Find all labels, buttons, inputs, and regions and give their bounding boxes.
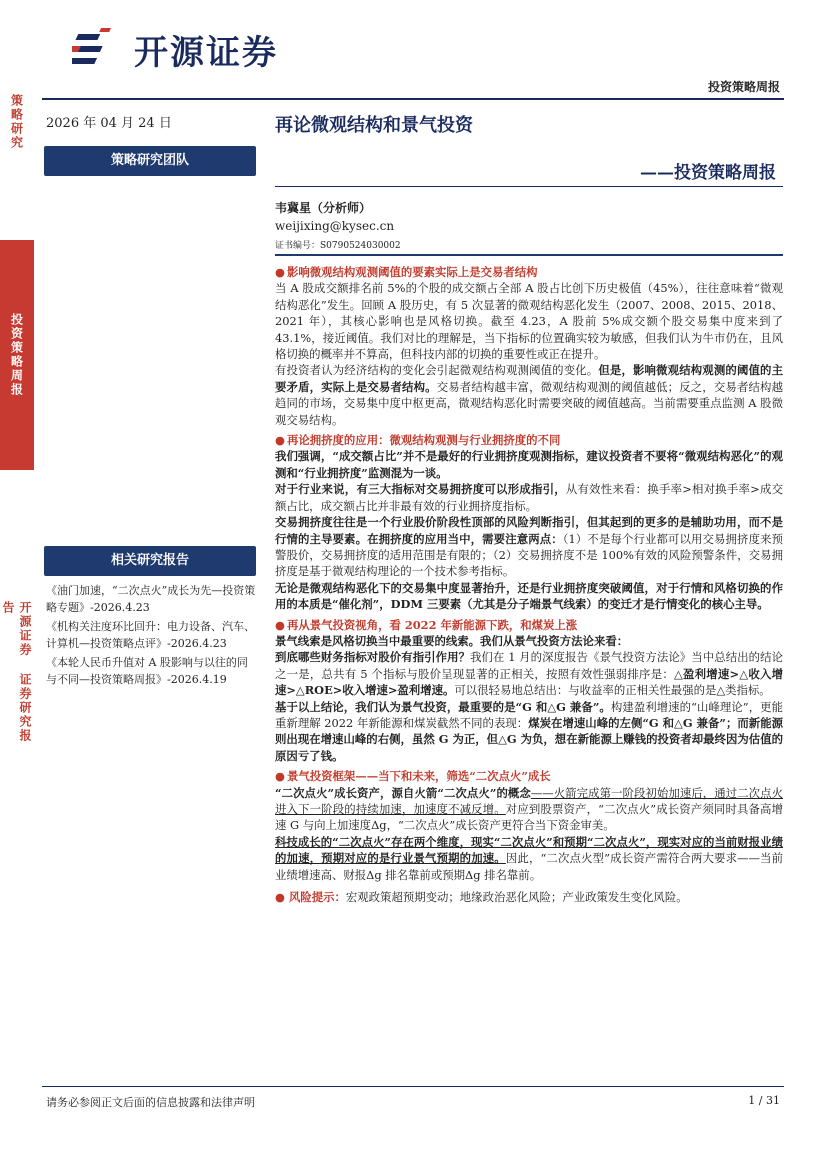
paragraph: 无论是微观结构恶化下的交易集中度显著抬升，还是行业拥挤度突破阈值，对于行情和风格切换的作用的本质是“催化剂”，DDM 三要素（尤其是分子端景气线索）的变迁才是行情变化的核心主导。 xyxy=(275,580,783,612)
related-report-item[interactable]: 《油门加速，“二次点火”成长为先—投资策略专题》-2026.4.23 xyxy=(46,584,256,614)
risk-warning: ● 风险提示：宏观政策超预期变动；地缘政治恶化风险；产业政策发生变化风险。 xyxy=(275,890,688,905)
side-label-weekly: 投资策略周报 xyxy=(0,240,34,470)
related-report-item[interactable]: 《机构关注度环比回升：电力设备、汽车、计算机—投资策略点评》-2026.4.23 xyxy=(46,620,255,650)
bullet-icon: ● xyxy=(275,265,285,279)
report-title: 再论微观结构和景气投资 xyxy=(275,115,473,136)
related-reports-label: 相关研究报告 xyxy=(44,546,256,576)
paragraph: 交易拥挤度往往是一个行业股价阶段性顶部的风险判断指引，但其起到的更多的是辅助功用，而不是行情的主导要素。在拥挤度的应用当中，需要注意两点：（1）不是每个行业都可以用交易拥挤度来预警股价，交易拥挤度的适用范围是有限的；（2）交易拥挤度不是 100%有效的风险预警条件，交易拥挤度是基于微观结构理论的一个技术参考指标。 xyxy=(275,515,783,579)
report-date: 2026 年 04 月 24 日 xyxy=(46,116,172,131)
paragraph: 科技成长的“二次点火”存在两个维度，现实“二次点火”和预期“二次点火”，现实对应的当前财报业绩的加速，预期对应的是行业景气预期的加速。因此，“二次点火型”成长资产需符合两大要求——当前业绩增速高、财报Δg 排名靠前或预期Δg 排名靠前。 xyxy=(275,834,783,882)
footer-disclaimer: 请务必参阅正文后面的信息披露和法律声明 xyxy=(46,1096,255,1109)
bullet-icon: ● xyxy=(275,433,285,448)
related-report-item[interactable]: 《本轮人民币升值对 A 股影响与以往的同与不同—投资策略周报》-2026.4.19 xyxy=(46,656,248,686)
paragraph: 有投资者认为经济结构的变化会引起微观结构观测阈值的变化。但是，影响微观结构观测的阈值的主要矛盾，实际上是交易者结构。交易者结构越丰富，微观结构观测的阈值越低；反之，交易者结构越趋同的市场，交易集中度中枢更高，微观结构恶化时需要突破的阈值越高。当前需要重点监测 A 股微观交易结构。 xyxy=(275,363,783,427)
bullet-icon: ● xyxy=(275,617,285,632)
content-divider xyxy=(275,254,783,256)
title-divider xyxy=(275,186,783,187)
header-divider xyxy=(42,98,784,100)
main-content xyxy=(275,262,783,905)
paragraph: “二次点火”成长资产，源自火箭“二次点火”的概念——火箭完成第一阶段初始加速后，通过二次点火进入下一阶段的持续加速，加速度不减反增。对应到股票资产，“二次点火”成长资产须同时具备高增速 G 与向上加速度Δg，“二次点火”成长资产更符合当下资金审美。 xyxy=(275,785,783,833)
section-heading: ● 再从景气投资视角，看 2022 年新能源下跌，和煤炭上涨 xyxy=(275,617,578,632)
paragraph: 对于行业来说，有三大指标对交易拥挤度可以形成指引，从有效性来看：换手率>相对换手率>成交额占比，成交额占比并非最有效的行业拥挤度指标。 xyxy=(275,482,783,513)
side-label-strategy: 策略研究 xyxy=(9,94,24,150)
logo-mark-icon xyxy=(72,26,124,72)
team-label-box: 策略研究团队 xyxy=(44,146,256,176)
company-logo xyxy=(72,26,278,72)
bullet-icon: ● xyxy=(275,769,285,784)
paragraph: 到底哪些财务指标对股价有指引作用？我们在 1 月的深度报告《景气投资方法论》当中总结出的结论之一是，总共有 5 个指标与股价呈现显著的正相关，按照有效性强弱排序是：△盈利增速>△收入增速>△ROE>收入增速>盈利增速。可以很轻易地总结出：与收益率的正相关性最强的是△类指标。 xyxy=(275,650,783,698)
analyst-email[interactable]: weijixing@kysec.cn xyxy=(275,219,395,233)
report-type-label: 投资策略周报 xyxy=(707,80,780,94)
page-number: 1 / 31 xyxy=(748,1094,780,1107)
analyst-cert: 证书编号：S0790524030002 xyxy=(275,241,401,251)
section-heading: ● 影响微观结构观测阈值的要素实际上是交易者结构 xyxy=(275,265,538,279)
report-subtitle: ——投资策略周报 xyxy=(640,163,776,183)
paragraph: 我们强调，“成交额占比”并不是最好的行业拥挤度观测指标，建议投资者不要将“微观结构恶化”的观测和“行业拥挤度”监测混为一谈。 xyxy=(275,449,783,480)
related-reports-list xyxy=(46,582,258,690)
footer-divider xyxy=(42,1086,784,1087)
logo-text: 开源证券 xyxy=(134,32,278,73)
side-label-company: 开源证券 证券研究报告 xyxy=(1,601,32,743)
bullet-icon: ● xyxy=(275,890,289,905)
paragraph: 当 A 股成交额排名前 5%的个股的成交额占全部 A 股占比创下历史极值（45%），往往意味着“微观结构恶化”发生。回顾 A 股历史，有 5 次显著的微观结构恶化发生（2007、2008、2015、2018、2021 年），其核心影响也是风格切换。截至 4.23，A 股前 5%成交额个股交易集中度来到了 43.1%，接近阈值。我们对比的理解是，当下指标的位置确实较为敏感，但我们认为牛市仍在，且风格切换的概率并不算高，但科技内部的切换的重要性或正在提升。 xyxy=(275,281,783,362)
section-heading: ● 再论拥挤度的应用：微观结构观测与行业拥挤度的不同 xyxy=(275,433,561,448)
paragraph: 景气线索是风格切换当中最重要的线索。我们从景气投资方法论来看： xyxy=(275,633,629,648)
section-heading: ● 景气投资框架——当下和未来，筛选“二次点火”成长 xyxy=(275,769,551,784)
paragraph: 基于以上结论，我们认为景气投资，最重要的是“G 和△G 兼备”。构建盈利增速的“山峰理论”，更能重新理解 2022 年新能源和煤炭截然不同的表现：煤炭在增速山峰的左侧“G 和△G 兼备”；而新能源则出现在增速山峰的右侧，虽然 G 为正，但△G 为负，想在新能源上赚钱的投资者却最终因为估值的原因亏了钱。 xyxy=(275,699,783,763)
analyst-name: 韦冀星（分析师） xyxy=(275,201,372,215)
